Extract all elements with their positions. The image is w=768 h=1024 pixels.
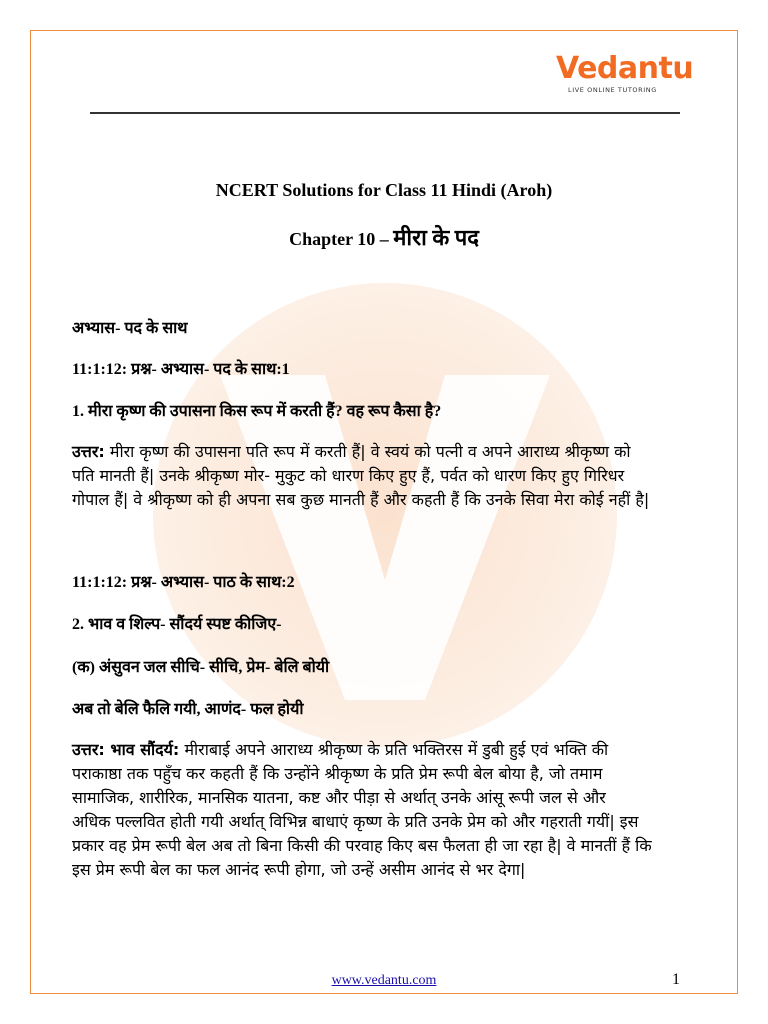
- chapter-prefix: Chapter 10 –: [289, 229, 389, 249]
- answer-label: उत्तर:: [72, 442, 105, 461]
- page-number: 1: [672, 971, 680, 988]
- answer-2-line: प्रकार वह प्रेम रूपी बेल अब तो बिना किसी की परवाह किए बस फैलता ही जा रहा है| वे मानतीं हैं कि: [72, 836, 652, 855]
- answer-label: उत्तर: भाव सौंदर्य:: [72, 740, 180, 759]
- logo-wordmark: Vedantu: [556, 51, 694, 86]
- chapter-heading: [0, 222, 768, 252]
- answer-2: [72, 738, 704, 882]
- question-label: 11:1:12: प्रश्न- अभ्यास- पाठ के साथ:2: [72, 574, 295, 591]
- answer-1-line: पति मानती हैं| उनके श्रीकृष्ण मोर- मुकुट को धारण किए हुए हैं, पर्वत को धारण किए हुए गिरिधर: [72, 466, 625, 485]
- chapter-name: मीरा के पद: [393, 225, 479, 250]
- question-label: 11:1:12: प्रश्न- अभ्यास- पद के साथ:1: [72, 361, 290, 378]
- answer-2-line: मीराबाई अपने आराध्य श्रीकृष्ण के प्रति भक्तिरस में डुबी हुई एवं भक्ति की: [184, 740, 609, 759]
- answer-2-line: पराकाष्ठा तक पहुँच कर कहती हैं कि उन्होंने श्रीकृष्ण के प्रति प्रेम रूपी बेल बोया है, जो तमाम: [72, 764, 603, 783]
- section-heading: अभ्यास- पद के साथ: [72, 320, 188, 337]
- question-1: 1. मीरा कृष्ण की उपासना किस रूप में करती हैं? वह रूप कैसा है?: [72, 403, 442, 420]
- verse-line-2: अब तो बेलि फैलि गयी, आणंद- फल होयी: [72, 701, 304, 718]
- website-link[interactable]: www.vedantu.com: [331, 973, 437, 988]
- question-2: 2. भाव व शिल्प- सौंदर्य स्पष्ट कीजिए-: [72, 616, 282, 633]
- answer-2-line: सामाजिक, शारीरिक, मानसिक यातना, कष्ट और पीड़ा से अर्थात् उनके आंसू रूपी जल से और: [72, 788, 606, 807]
- answer-1-line: गोपाल हैं| वे श्रीकृष्ण को ही अपना सब कुछ मानती हैं और कहती हैं कि उनके सिवा मेरा कोई नहीं है|: [72, 490, 650, 509]
- logo-tagline: LIVE ONLINE TUTORING: [568, 86, 657, 94]
- answer-2-line: इस प्रेम रूपी बेल का फल आनंद रूपी होगा, जो उन्हें असीम आनंद से भर देगा|: [72, 860, 526, 879]
- answer-1-line: मीरा कृष्ण की उपासना पति रूप में करती हैं| वे स्वयं को पत्नी व अपने आराध्य श्रीकृष्ण को: [109, 442, 631, 461]
- document-title: NCERT Solutions for Class 11 Hindi (Aroh): [215, 180, 553, 200]
- verse-line-1: (क) अंसुवन जल सीचि- सीचि, प्रेम- बेलि बोयी: [72, 659, 330, 676]
- answer-1: [72, 440, 704, 512]
- answer-2-line: अधिक पल्लवित होती गयी अर्थात् विभिन्न बाधाएं कृष्ण के प्रति उनके प्रेम को और गहराती गयीं| इस: [72, 812, 639, 831]
